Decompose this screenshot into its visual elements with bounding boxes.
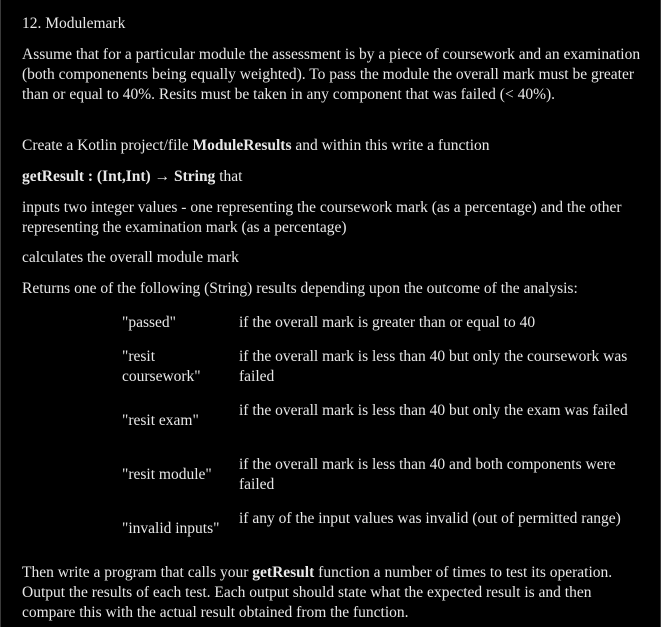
result-value: "invalid inputs" [122,520,220,537]
inputs-description: inputs two integer values - one representing the coursework mark (as a percentage) and the other representing the examination mark (as a percentage) [22,199,622,236]
closing-paragraph [22,563,642,623]
result-condition: if the overall mark is less than 40 but only the coursework was failed [239,348,628,385]
signature-code: getResult : (Int,Int) → String [22,168,216,185]
closing-suffix: function a number of times to test its operation. Output the results of each test. Each output should state what the expected result is and then compare this with the actual result obtained from the function. [22,564,613,621]
function-signature [22,167,642,187]
closing-prefix: Then write a program that calls your [22,564,253,581]
signature-suffix: that [215,168,243,185]
result-value: "resit coursework" [122,348,201,385]
result-condition: if the overall mark is greater than or equal to 40 [239,314,536,331]
create-instruction [22,136,642,156]
project-name: ModuleResults [192,137,292,154]
result-value: "resit module" [122,466,212,483]
intro-paragraph: Assume that for a particular module the assessment is by a piece of coursework and an examination (both componenents being equally weighted). To pass the module the overall mark must be greater than or equal to 40%. Resits must be taken in any component that was failed (< 40%). [22,46,641,103]
create-suffix: and within this write a function [291,137,490,154]
result-condition: if the overall mark is less than 40 but only the exam was failed [239,402,628,419]
calculates-description: calculates the overall module mark [22,249,239,266]
closing-function-name: getResult [252,564,315,581]
result-condition: if the overall mark is less than 40 and both components were failed [239,456,616,493]
result-value: "resit exam" [122,412,199,429]
create-prefix: Create a Kotlin project/file [22,137,193,154]
result-condition: if any of the input values was invalid (out of permitted range) [239,510,621,527]
exercise-heading: 12. Modulemark [22,15,126,32]
result-value: "passed" [122,314,176,331]
returns-description: Returns one of the following (String) results depending upon the outcome of the analysis: [22,280,578,297]
